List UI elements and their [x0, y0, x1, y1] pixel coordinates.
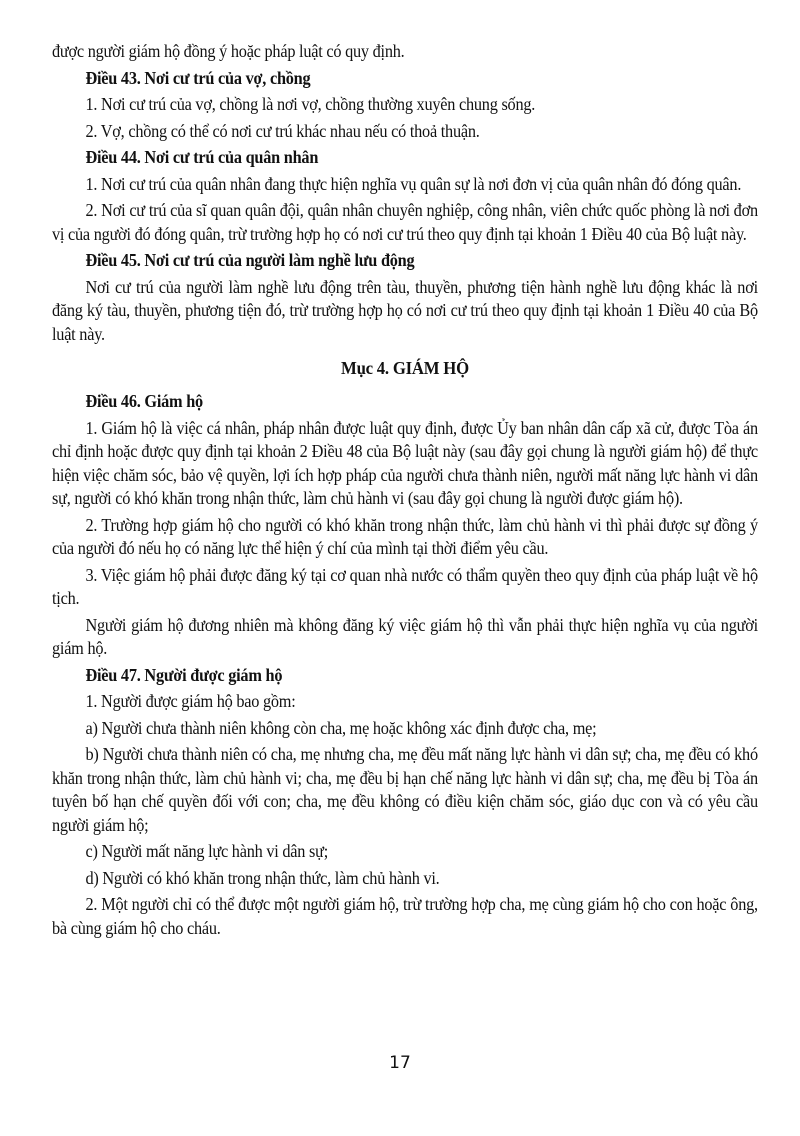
article-44-title: Điều 44. Nơi cư trú của quân nhân — [85, 147, 319, 167]
document-page — [52, 40, 758, 943]
article-46-para-4: Người giám hộ đương nhiên mà không đăng ký việc giám hộ thì vẫn phải thực hiện nghĩa vụ của người giám hộ. — [52, 614, 758, 658]
article-46-para-2: 2. Trường hợp giám hộ cho người có khó khăn trong nhận thức, làm chủ hành vi thì phải được sự đồng ý của người đó nếu họ có năng lực thể hiện ý chí của mình tại thời điểm yêu cầu. — [52, 514, 758, 558]
article-47-para-2: 2. Một người chỉ có thể được một người giám hộ, trừ trường hợp cha, mẹ cùng giám hộ cho con hoặc ông, bà cùng giám hộ cho cháu. — [52, 894, 758, 938]
article-45-para-1: Nơi cư trú của người làm nghề lưu động trên tàu, thuyền, phương tiện hành nghề lưu động khác là nơi đăng ký tàu, thuyền, phương tiện đó, trừ trường hợp họ có nơi cư trú theo quy định tại khoản 1 Điều 40 của Bộ luật này. — [52, 276, 758, 344]
article-44-para-2: 2. Nơi cư trú của sĩ quan quân đội, quân nhân chuyên nghiệp, công nhân, viên chức quốc phòng là nơi đơn vị của người đó đóng quân, trừ trường hợp họ có nơi cư trú theo quy định tại khoản 1 Điều 40 của Bộ luật này. — [52, 200, 758, 244]
article-45-title: Điều 45. Nơi cư trú của người làm nghề lưu động — [85, 250, 415, 270]
page-number: 17 — [389, 1053, 411, 1073]
article-43-title: Điều 43. Nơi cư trú của vợ, chồng — [85, 67, 311, 88]
article-46-para-1: 1. Giám hộ là việc cá nhân, pháp nhân được luật quy định, được Ủy ban nhân dân cấp xã cử, được Tòa án chỉ định hoặc được quy định tại khoản 2 Điều 48 của Bộ luật này (sau đây gọi chung là người giám hộ) để thực hiện việc chăm sóc, bảo vệ quyền, lợi ích hợp pháp của người chưa thành niên, người mất năng lực hành vi dân sự, người có khó khăn trong nhận thức, làm chủ hành vi (sau đây gọi chung là người được giám hộ). — [52, 417, 758, 508]
article-47-para-1: 1. Người được giám hộ bao gồm: — [85, 691, 296, 711]
article-47-item-c: c) Người mất năng lực hành vi dân sự; — [85, 841, 328, 861]
section-title: Mục 4. GIÁM HỘ — [340, 358, 469, 378]
continuation-paragraph: được người giám hộ đồng ý hoặc pháp luật có quy định. — [52, 41, 405, 61]
article-46-para-3: 3. Việc giám hộ phải được đăng ký tại cơ quan nhà nước có thẩm quyền theo quy định của pháp luật về hộ tịch. — [52, 564, 758, 608]
article-47-item-d: d) Người có khó khăn trong nhận thức, làm chủ hành vi. — [85, 867, 440, 888]
article-47-item-b: b) Người chưa thành niên có cha, mẹ nhưng cha, mẹ đều mất năng lực hành vi dân sự; cha, mẹ đều có khó khăn trong nhận thức, làm chủ hành vi; cha, mẹ đều bị hạn chế năng lực hành vi dân sự; cha, mẹ đều bị Tòa án tuyên bố hạn chế quyền đối với con; cha, mẹ đều không có điều kiện chăm sóc, giáo dục con và có yêu cầu người giám hộ; — [52, 744, 758, 835]
article-46-title: Điều 46. Giám hộ — [85, 391, 203, 411]
article-47-item-a: a) Người chưa thành niên không còn cha, mẹ hoặc không xác định được cha, mẹ; — [85, 717, 597, 738]
article-43-para-1: 1. Nơi cư trú của vợ, chồng là nơi vợ, chồng thường xuyên chung sống. — [85, 94, 536, 114]
article-47-title: Điều 47. Người được giám hộ — [85, 664, 283, 685]
article-43-para-2: 2. Vợ, chồng có thể có nơi cư trú khác nhau nếu có thoả thuận. — [85, 120, 480, 141]
article-44-para-1: 1. Nơi cư trú của quân nhân đang thực hiện nghĩa vụ quân sự là nơi đơn vị của quân nhân đó đóng quân. — [85, 173, 742, 194]
